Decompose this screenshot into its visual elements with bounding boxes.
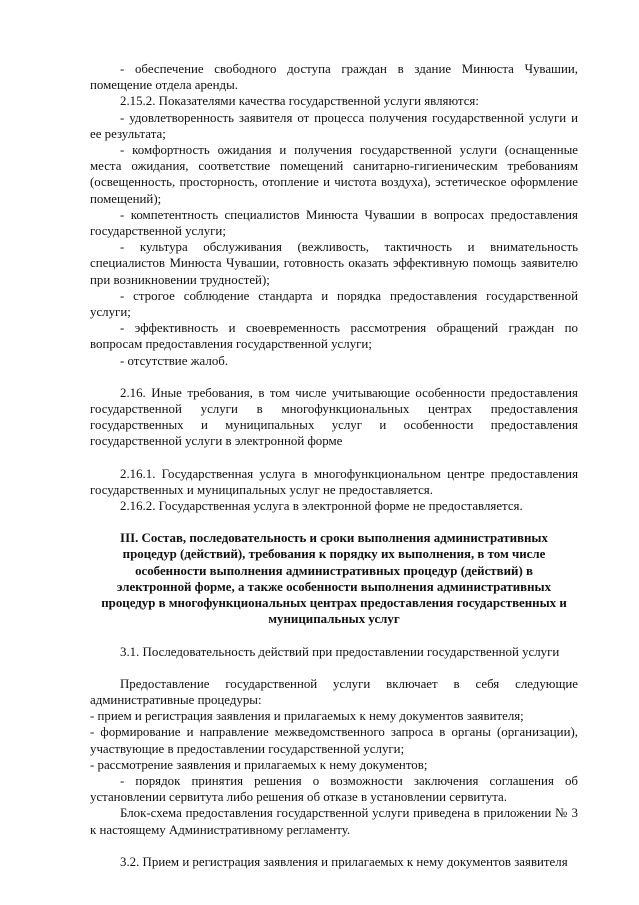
list-item-service-culture: - культура обслуживания (вежливость, тактичность и внимательность специалистов Минюста Чувашии, готовность оказать эффективную помощь заявителю при возникновении трудностей); <box>90 240 578 287</box>
paragraph-2-16-1: 2.16.1. Государственная услуга в многофункциональном центре предоставления государственных и муниципальных услуг не предоставляется. <box>90 466 578 497</box>
paragraph-access-building: - обеспечение свободного доступа граждан в здание Минюста Чувашии, помещение отдела аренды. <box>90 62 578 93</box>
list-item-competence: - компетентность специалистов Минюста Чувашии в вопросах предоставления государственной услуги; <box>90 207 578 239</box>
spacer <box>90 369 578 385</box>
list-item-decision: - порядок принятия решения о возможности заключения соглашения об установлении сервитута либо решения об отказе в установлении сервитута. <box>90 773 578 805</box>
spacer <box>90 450 578 466</box>
paragraph-2-15-2: 2.15.2. Показателями качества государственной услуги являются: <box>120 94 479 109</box>
section-2-16-title: 2.16. Иные требования, в том числе учитывающие особенности предоставления государственной услуги в многофункциональных центрах предоставления государственных и муниципальных услуг и особенности предоставления государственной услуги в электронной форме <box>90 385 578 449</box>
spacer <box>90 628 578 644</box>
list-item-no-complaints: - отсутствие жалоб. <box>120 353 229 368</box>
spacer <box>90 514 578 530</box>
spacer <box>90 838 578 854</box>
section-3-1-title: 3.1. Последовательность действий при предоставлении государственной услуги <box>120 644 560 659</box>
list-item-efficiency: - эффективность и своевременность рассмотрения обращений граждан по вопросам предоставления государственной услуги; <box>90 321 578 352</box>
document-body <box>90 61 578 870</box>
list-item-standard-compliance: - строгое соблюдение стандарта и порядка предоставления государственной услуги; <box>90 288 578 320</box>
section-3-2-title: 3.2. Прием и регистрация заявления и прилагаемых к нему документов заявителя <box>120 854 568 869</box>
paragraph-procedures-intro: Предоставление государственной услуги включает в себя следующие административные процедуры: <box>90 676 578 707</box>
list-item-review: - рассмотрение заявления и прилагаемых к нему документов; <box>90 757 428 772</box>
list-item-satisfaction: - удовлетворенность заявителя от процесса получения государственной услуги и ее результата; <box>90 110 578 141</box>
list-item-reception: - прием и регистрация заявления и прилагаемых к нему документов заявителя; <box>90 709 524 724</box>
list-item-comfort: - комфортность ожидания и получения государственной услуги (оснащенные места ожидания, соответствие помещений санитарно-гигиеническим требованиям (освещенность, просторность, отопление и чистота воздуха), эстетическое оформление помещений); <box>90 143 578 206</box>
paragraph-2-16-2: 2.16.2. Государственная услуга в электронной форме не предоставляется. <box>120 499 523 514</box>
chapter-3-heading: III. Состав, последовательность и сроки выполнения административных процедур (действий), требования к порядку их выполнения, в том числе особенности выполнения административных процедур (действий) в электронной форме, а также особенности выполнения административных процедур в многофункциональных центрах предоставления государственных и муниципальных услуг <box>101 531 567 627</box>
list-item-interagency-request: - формирование и направление межведомственного запроса в органы (организации), участвующие в предоставлении государственной услуги; <box>90 725 578 756</box>
paragraph-flowchart-reference: Блок-схема предоставления государственной услуги приведена в приложении № 3 к настоящему Административному регламенту. <box>90 806 578 837</box>
spacer <box>90 660 578 676</box>
